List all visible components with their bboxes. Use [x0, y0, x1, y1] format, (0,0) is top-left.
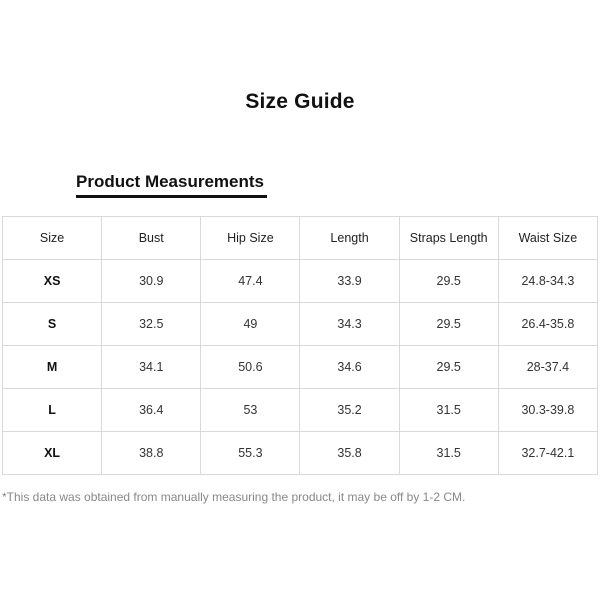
page-title: Size Guide — [245, 90, 355, 113]
hip-size-cell: 50.6 — [201, 346, 300, 389]
hip-size-cell: 47.4 — [201, 260, 300, 303]
size-cell: XL — [3, 432, 102, 475]
table-row — [3, 432, 598, 475]
column-header-size: Size — [3, 217, 102, 260]
length-cell: 35.8 — [300, 432, 399, 475]
table-header-row — [3, 217, 598, 260]
bust-cell: 30.9 — [102, 260, 201, 303]
column-header-length: Length — [300, 217, 399, 260]
straps-length-cell: 31.5 — [399, 389, 498, 432]
size-cell: M — [3, 346, 102, 389]
straps-length-cell: 31.5 — [399, 432, 498, 475]
table-row — [3, 346, 598, 389]
waist-size-cell: 32.7-42.1 — [498, 432, 597, 475]
table-row — [3, 389, 598, 432]
section-heading: Product Measurements — [76, 172, 264, 191]
hip-size-cell: 53 — [201, 389, 300, 432]
column-header-hip-size: Hip Size — [201, 217, 300, 260]
straps-length-cell: 29.5 — [399, 260, 498, 303]
waist-size-cell: 28-37.4 — [498, 346, 597, 389]
size-cell: L — [3, 389, 102, 432]
waist-size-cell: 26.4-35.8 — [498, 303, 597, 346]
section-heading-underline — [76, 195, 267, 198]
column-header-straps-length: Straps Length — [399, 217, 498, 260]
hip-size-cell: 55.3 — [201, 432, 300, 475]
waist-size-cell: 24.8-34.3 — [498, 260, 597, 303]
bust-cell: 32.5 — [102, 303, 201, 346]
length-cell: 35.2 — [300, 389, 399, 432]
bust-cell: 36.4 — [102, 389, 201, 432]
measurement-disclaimer: *This data was obtained from manually measuring the product, it may be off by 1-2 CM. — [2, 490, 466, 504]
size-cell: XS — [3, 260, 102, 303]
column-header-waist-size: Waist Size — [498, 217, 597, 260]
straps-length-cell: 29.5 — [399, 346, 498, 389]
size-table — [2, 216, 598, 475]
length-cell: 33.9 — [300, 260, 399, 303]
bust-cell: 38.8 — [102, 432, 201, 475]
size-cell: S — [3, 303, 102, 346]
straps-length-cell: 29.5 — [399, 303, 498, 346]
waist-size-cell: 30.3-39.8 — [498, 389, 597, 432]
length-cell: 34.6 — [300, 346, 399, 389]
column-header-bust: Bust — [102, 217, 201, 260]
bust-cell: 34.1 — [102, 346, 201, 389]
hip-size-cell: 49 — [201, 303, 300, 346]
length-cell: 34.3 — [300, 303, 399, 346]
table-row — [3, 260, 598, 303]
table-row — [3, 303, 598, 346]
